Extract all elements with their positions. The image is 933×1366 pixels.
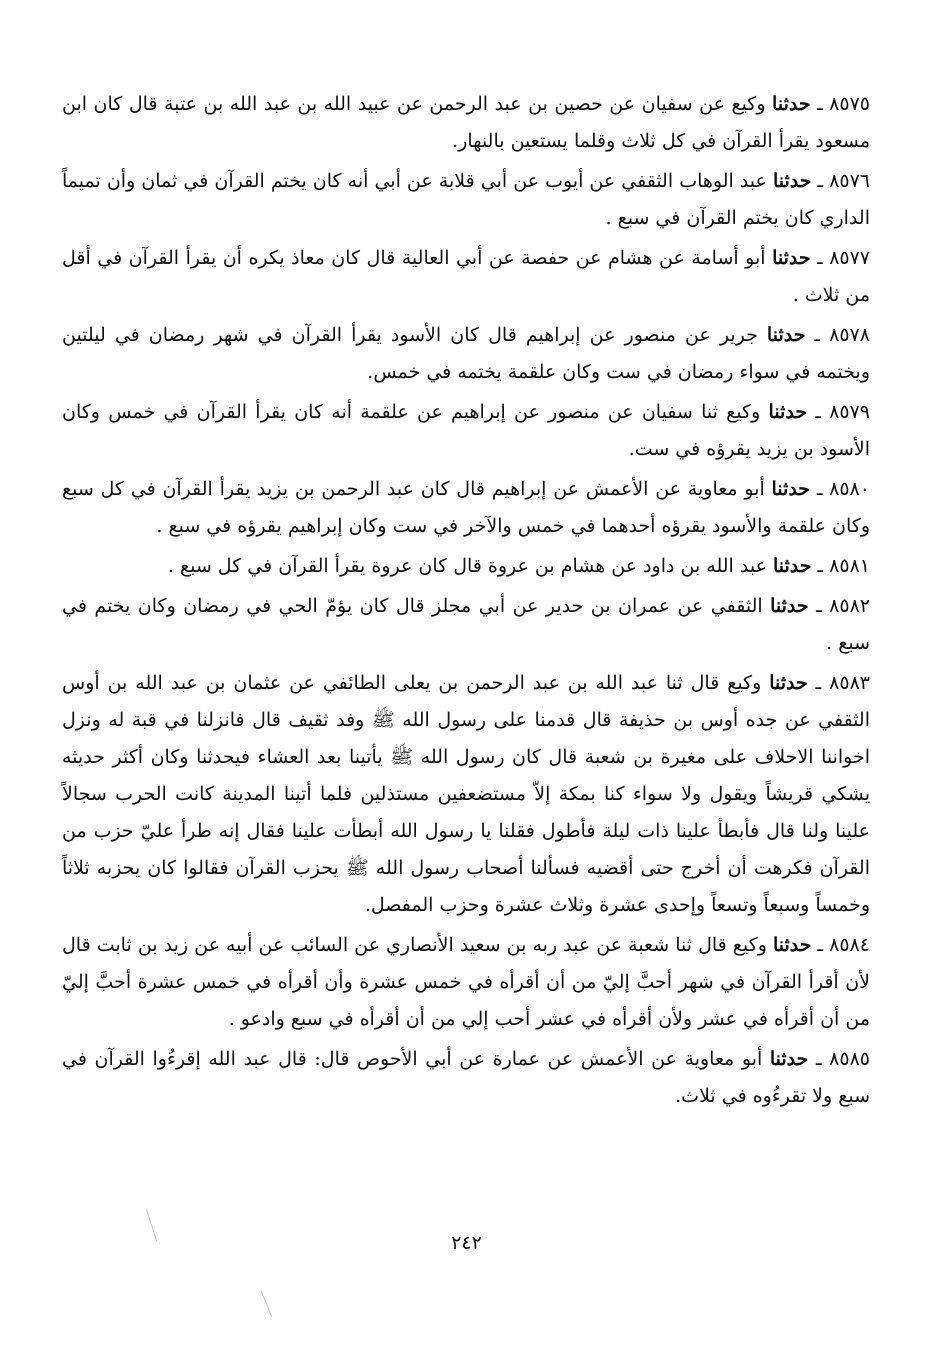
hadith-narration-tag: حدثنا: [769, 672, 808, 694]
hadith-number: ٨٥٨٤: [829, 934, 870, 956]
hadith-8578: ٨٥٧٨ ـ حدثنا جرير عن منصور عن إبراهيم قال كان الأسود يقرأ القرآن في شهر رمضان في ليلتين ويختمه في سواء رمضان في ست وكان علقمة يختمه في خمس.: [62, 324, 870, 383]
hadith-narration-tag: حدثنا: [766, 324, 806, 346]
hadith-narration-tag: حدثنا: [769, 1048, 809, 1070]
hadith-8585: ٨٥٨٥ ـ حدثنا أبو معاوية عن الأعمش عن عمارة عن أبي الأحوص قال: قال عبد الله إقرءُوا القرآن في سبع ولا تقرءُوه في ثلاث.: [62, 1048, 870, 1107]
hadith-number: ٨٥٨٢: [829, 595, 870, 617]
hadith-number: ٨٥٧٩: [829, 401, 870, 423]
page-number: ٢٤٢: [451, 1232, 482, 1254]
hadith-8582: ٨٥٨٢ ـ حدثنا الثقفي عن عمران بن حدير عن أبي مجلز قال كان يؤمّ الحي في رمضان وكان يختم في سبع .: [62, 595, 870, 654]
hadith-text: أبو معاوية عن الأعمش عن إبراهيم قال كان عبد الرحمن بن يزيد يقرأ القرآن في كل سبع وكان علقمة والأسود يقرؤه أحدهما في خمس والآخر في ست وكان إبراهيم يقرؤه في سبع .: [62, 478, 870, 537]
scan-mark: [261, 1291, 272, 1317]
hadith-number: ٨٥٨١: [829, 555, 870, 577]
hadith-8583: ٨٥٨٣ ـ حدثنا وكيع قال ثنا عبد الله بن عبد الرحمن بن يعلى الطائفي عن عثمان بن عبد الله بن أوس الثقفي عن جده أوس بن حذيفة قال قدمنا على رسول الله ﷺ وفد ثقيف قال فانزلنا في قبة له ونزل اخواننا الاحلاف على مغيرة بن شعبة قال كان رسول الله ﷺ يأتينا بعد العشاء فيحدثنا وكان أكثر حديثه يشكي قريشاً ويقول ولا سواء كنا بمكة إلاّ مستضعفين مستذلين فلما أتينا المدينة كانت الحرب سجالاً علينا ولنا قال فأبطأ علينا ذات ليلة فأطول فقلنا يا رسول الله أبطأت علينا فقال إنه طرأ عليّ حزب من القرآن فكرهت أن أخرج حتى أقضيه فسألنا أصحاب رسول الله ﷺ يحزب القرآن فقالوا كان يحزبه ثلاثاً وخمساً وسبعاً وتسعاً وإحدى عشرة وثلاث عشرة وحزب المفصل.: [62, 672, 870, 916]
hadith-8581: ٨٥٨١ ـ حدثنا عبد الله بن داود عن هشام بن عروة قال كان عروة يقرأ القرآن في كل سبع .: [167, 555, 870, 577]
document-page: [62, 86, 870, 1118]
hadith-number: ٨٥٧٥: [829, 93, 870, 115]
hadith-narration-tag: حدثنا: [771, 478, 811, 500]
hadith-number: ٨٥٧٧: [829, 247, 871, 269]
hadith-text: وكيع قال ثنا عبد الله بن عبد الرحمن بن يعلى الطائفي عن عثمان بن عبد الله بن أوس الثقفي عن جده أوس بن حذيفة قال قدمنا على رسول الله ﷺ وفد ثقيف قال فانزلنا في قبة له ونزل اخواننا الاحلاف على مغيرة بن شعبة قال كان رسول الله ﷺ يأتينا بعد العشاء فيحدثنا وكان أكثر حديثه يشكي قريشاً ويقول ولا سواء كنا بمكة إلاّ مستضعفين مستذلين فلما أتينا المدينة كانت الحرب سجالاً علينا ولنا قال فأبطأ علينا ذات ليلة فأطول فقلنا يا رسول الله أبطأت علينا فقال إنه طرأ عليّ حزب من القرآن فكرهت أن أخرج حتى أقضيه فسألنا أصحاب رسول الله ﷺ يحزب القرآن فقالوا كان يحزبه ثلاثاً وخمساً وسبعاً وتسعاً وإحدى عشرة وثلاث عشرة وحزب المفصل.: [62, 672, 870, 916]
hadith-text: عبد الوهاب الثقفي عن أيوب عن أبي قلابة عن أبي أنه كان يختم القرآن في ثمان وأن تميماً الداري كان يختم القرآن في سبع .: [62, 170, 870, 229]
hadith-narration-tag: حدثنا: [768, 401, 808, 423]
hadith-narration-tag: حدثنا: [770, 595, 809, 617]
hadith-8584: ٨٥٨٤ ـ حدثنا وكيع قال ثنا شعبة عن عبد ربه بن سعيد الأنصاري عن السائب عن أبيه عن زيد بن ثابت قال لأن أقرأ القرآن في شهر أحبَّ إليّ من أن أقرأه في خمس عشرة وأن أقرأه في خمس عشرة أحبَّ إليّ من أن أقرأه في عشر ولأن أقرأه في عشر أحب إلي من أن أقرأه في سبع وادعو .: [62, 934, 870, 1030]
hadith-text: الثقفي عن عمران بن حدير عن أبي مجلز قال كان يؤمّ الحي في رمضان وكان يختم في سبع .: [62, 595, 870, 654]
hadith-number: ٨٥٨٠: [829, 478, 870, 500]
hadith-narration-tag: حدثنا: [772, 934, 812, 956]
hadith-number: ٨٥٧٦: [829, 170, 870, 192]
hadith-narration-tag: حدثنا: [772, 93, 811, 115]
hadith-text: جرير عن منصور عن إبراهيم قال كان الأسود يقرأ القرآن في شهر رمضان في ليلتين ويختمه في سواء رمضان في ست وكان علقمة يختمه في خمس.: [62, 324, 870, 383]
hadith-8576: ٨٥٧٦ ـ حدثنا عبد الوهاب الثقفي عن أيوب عن أبي قلابة عن أبي أنه كان يختم القرآن في ثمان وأن تميماً الداري كان يختم القرآن في سبع .: [62, 170, 870, 229]
hadith-8579: ٨٥٧٩ ـ حدثنا وكيع ثنا سفيان عن منصور عن إبراهيم عن علقمة أنه كان يقرأ القرآن في خمس وكان الأسود بن يزيد يقرؤه في ست.: [62, 401, 870, 460]
hadith-text: أبو أسامة عن هشام عن حفصة عن أبي العالية قال كان معاذ يكره أن يقرأ القرآن في أقل من ثلاث .: [62, 247, 870, 306]
hadith-text: وكيع قال ثنا شعبة عن عبد ربه بن سعيد الأنصاري عن السائب عن أبيه عن زيد بن ثابت قال لأن أقرأ القرآن في شهر أحبَّ إليّ من أن أقرأه في خمس عشرة وأن أقرأه في خمس عشرة أحبَّ إليّ من أن أقرأه في عشر ولأن أقرأه في عشر أحب إلي من أن أقرأه في سبع وادعو .: [62, 934, 870, 1030]
hadith-number: ٨٥٧٨: [829, 324, 870, 346]
hadith-8580: ٨٥٨٠ ـ حدثنا أبو معاوية عن الأعمش عن إبراهيم قال كان عبد الرحمن بن يزيد يقرأ القرآن في كل سبع وكان علقمة والأسود يقرؤه أحدهما في خمس والآخر في ست وكان إبراهيم يقرؤه في سبع .: [62, 478, 870, 537]
hadith-number: ٨٥٨٣: [829, 672, 870, 694]
hadith-narration-tag: حدثنا: [772, 555, 812, 577]
hadith-number: ٨٥٨٥: [829, 1048, 870, 1070]
hadith-narration-tag: حدثنا: [772, 247, 811, 269]
hadith-8577: ٨٥٧٧ ـ حدثنا أبو أسامة عن هشام عن حفصة عن أبي العالية قال كان معاذ يكره أن يقرأ القرآن في أقل من ثلاث .: [62, 247, 871, 306]
hadith-text: وكيع عن سفيان عن حصين بن عبد الرحمن عن عبيد الله بن عبد الله بن عتبة قال كان ابن مسعود يقرأ القرآن في كل ثلاث وقلما يستعين بالنهار.: [62, 93, 870, 152]
hadith-8575: ٨٥٧٥ ـ حدثنا وكيع عن سفيان عن حصين بن عبد الرحمن عن عبيد الله بن عبد الله بن عتبة قال كان ابن مسعود يقرأ القرآن في كل ثلاث وقلما يستعين بالنهار.: [62, 93, 870, 152]
hadith-text: أبو معاوية عن الأعمش عن عمارة عن أبي الأحوص قال: قال عبد الله إقرءُوا القرآن في سبع ولا تقرءُوه في ثلاث.: [62, 1048, 870, 1107]
hadith-narration-tag: حدثنا: [772, 170, 812, 192]
hadith-text: وكيع ثنا سفيان عن منصور عن إبراهيم عن علقمة أنه كان يقرأ القرآن في خمس وكان الأسود بن يزيد يقرؤه في ست.: [62, 401, 870, 460]
hadith-text: عبد الله بن داود عن هشام بن عروة قال كان عروة يقرأ القرآن في كل سبع .: [167, 555, 767, 577]
